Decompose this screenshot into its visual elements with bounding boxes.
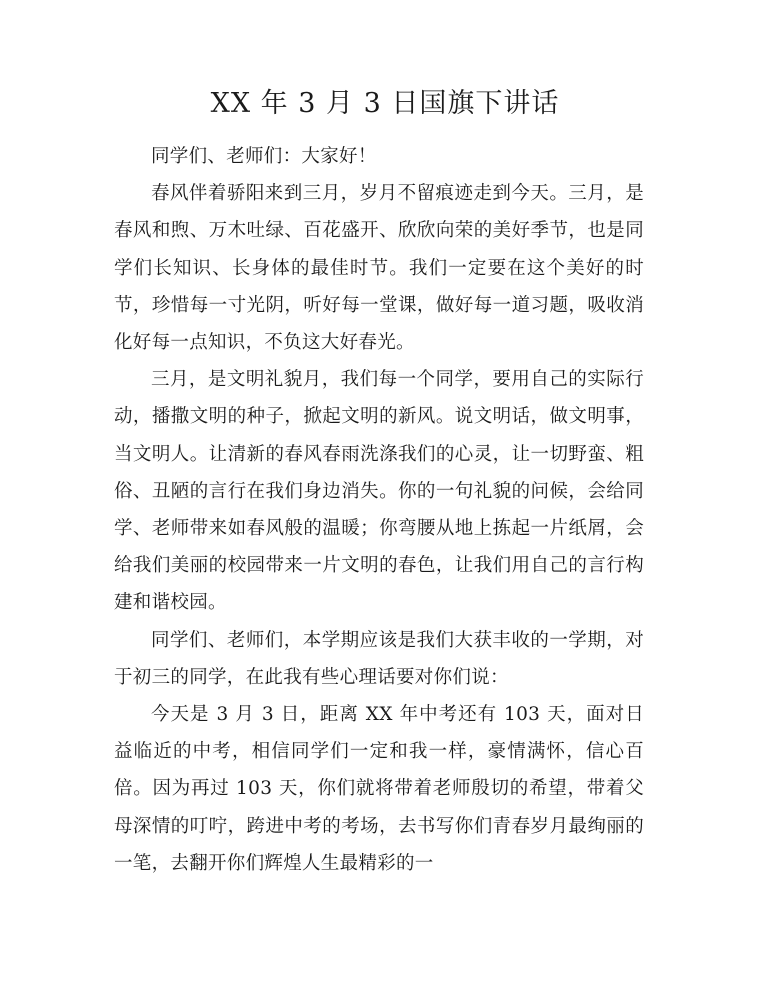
paragraph-exam-countdown: 今天是 3 月 3 日，距离 XX 年中考还有 103 天，面对日益临近的中考，相信同学们一定和我一样，豪情满怀，信心百倍。因为再过 103 天，你们就将带着老师殷切的希望，带着父母深情的叮咛，跨进中考的考场，去书写你们青春岁月最绚丽的一笔，去翻开你们辉煌人生最精彩的一 xyxy=(114,704,644,874)
paragraph-greeting: 同学们、老师们：大家好！ xyxy=(151,146,377,167)
paragraph-civility: 三月，是文明礼貌月，我们每一个同学，要用自己的实际行动，播撒文明的种子，掀起文明的新风。说文明话，做文明事，当文明人。让清新的春风春雨洗涤我们的心灵，让一切野蛮、粗俗、丑陋的言行在我们身边消失。你的一句礼貌的问候，会给同学、老师带来如春风般的温暖；你弯腰从地上拣起一片纸屑，会给我们美丽的校园带来一片文明的春色，让我们用自己的言行构建和谐校园。 xyxy=(114,369,644,614)
paragraph-semester: 同学们、老师们，本学期应该是我们大获丰收的一学期，对于初三的同学，在此我有些心理话要对你们说： xyxy=(114,629,644,688)
paragraph-spring: 春风伴着骄阳来到三月，岁月不留痕迹走到今天。三月，是春风和煦、万木吐绿、百花盛开、欣欣向荣的美好季节，也是同学们长知识、长身体的最佳时节。我们一定要在这个美好的时节，珍惜每一寸光阴，听好每一堂课，做好每一道习题，吸收消化好每一点知识，不负这大好春光。 xyxy=(114,183,644,354)
page-title: XX 年 3 月 3 日国旗下讲话 xyxy=(210,88,560,119)
speech-body xyxy=(114,138,644,882)
